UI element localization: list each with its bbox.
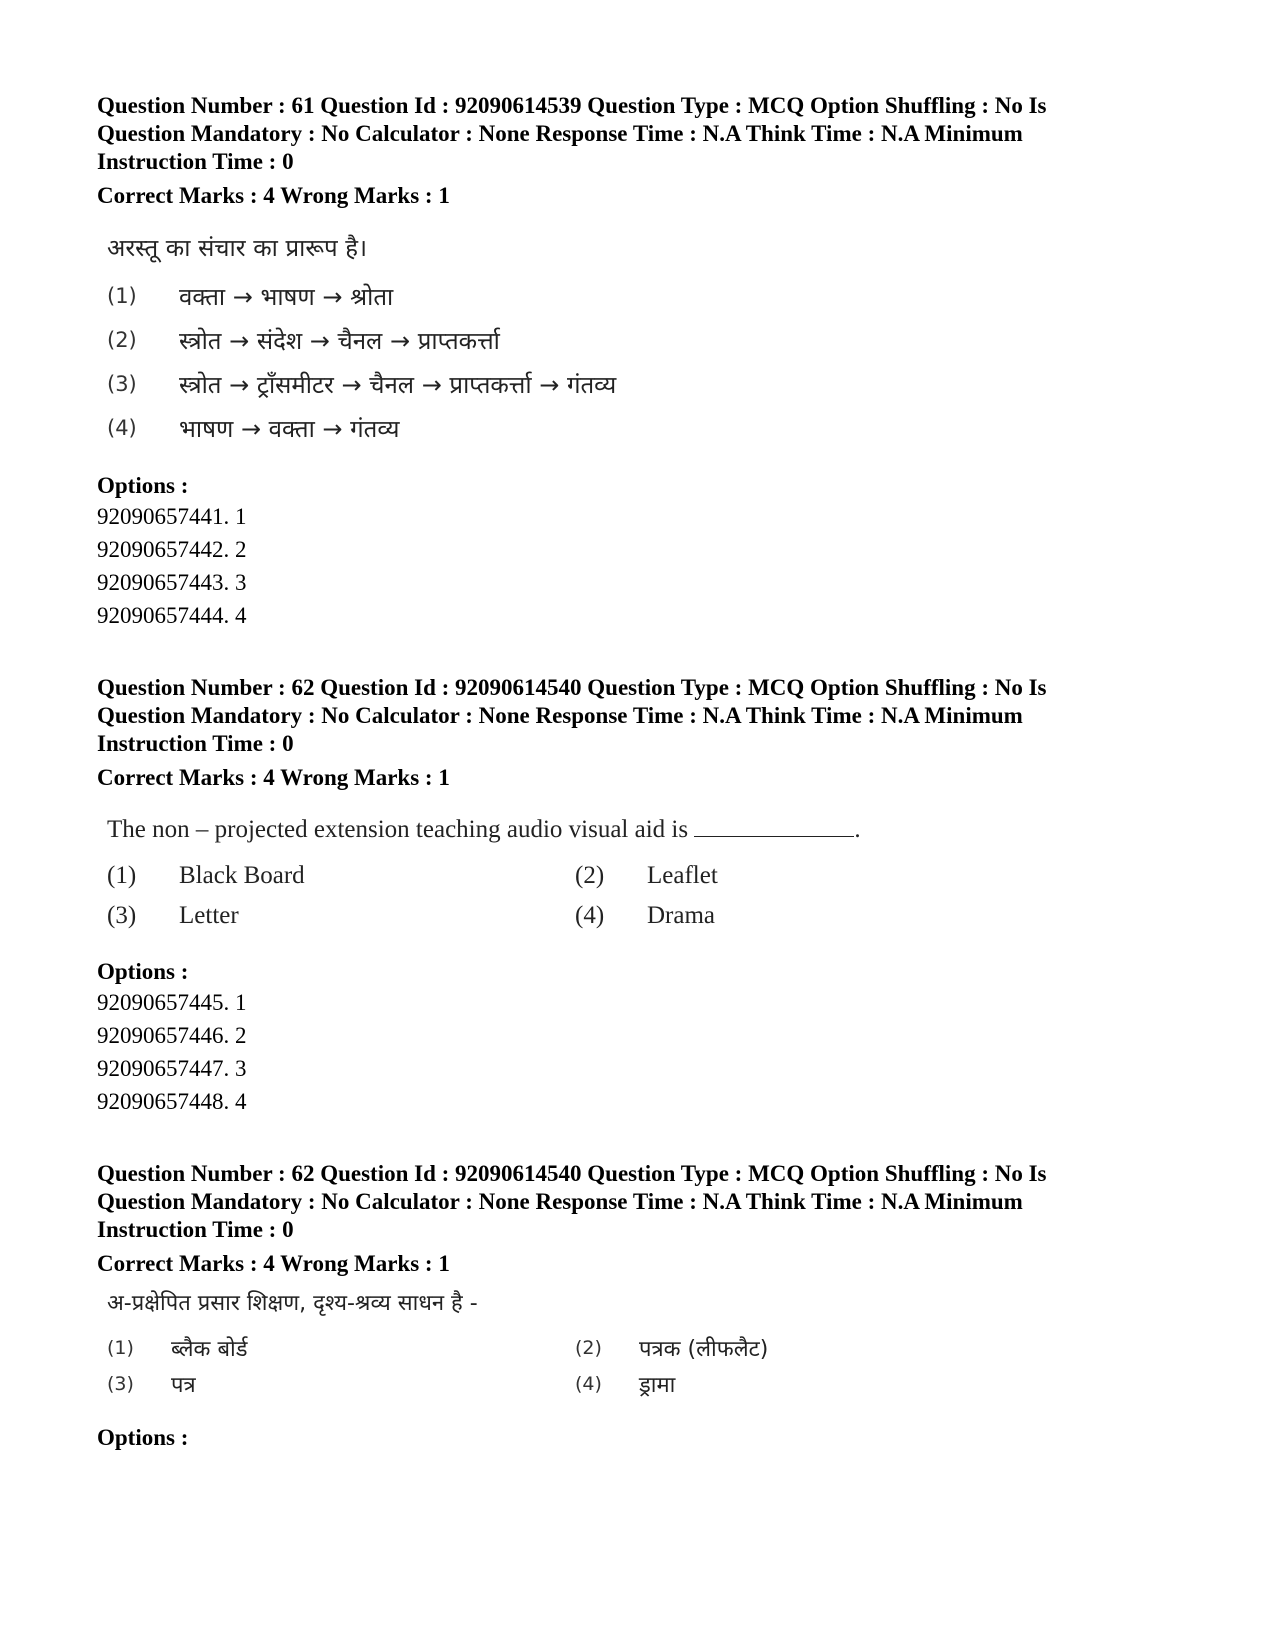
choice-label: Leaflet — [647, 862, 718, 889]
option-id: 92090657443. 3 — [97, 570, 247, 595]
choice-label: स्त्रोत → ट्राँसमीटर → चैनल → प्राप्तकर्त्ता → गंतव्य — [179, 370, 617, 399]
question-text-end: . — [854, 816, 861, 843]
choice-label: Black Board — [179, 862, 305, 889]
options-heading: Options : — [97, 959, 189, 984]
choice-number: (3) — [107, 902, 137, 929]
choice-number: (4) — [107, 416, 137, 440]
choice-label: पत्र — [171, 1373, 196, 1398]
question-meta-line: Instruction Time : 0 — [97, 731, 294, 756]
choice-item — [107, 896, 575, 936]
option-id: 92090657441. 1 — [97, 504, 247, 529]
choice-number: (2) — [107, 328, 137, 352]
question-meta-line: Question Mandatory : No Calculator : None Response Time : N.A Think Time : N.A Minimum — [97, 1189, 1023, 1214]
choice-grid — [107, 1330, 1187, 1402]
option-id: 92090657447. 3 — [97, 1056, 247, 1081]
question-text: अरस्तू का संचार का प्रारूप है। — [107, 234, 368, 262]
choice-number: (1) — [107, 284, 137, 308]
choice-label: Drama — [647, 902, 716, 929]
question-meta-line: Question Number : 62 Question Id : 92090614540 Question Type : MCQ Option Shuffling : No Is — [97, 1161, 1047, 1186]
options-heading: Options : — [97, 473, 189, 498]
choice-list — [107, 274, 1187, 450]
question-meta-line: Question Mandatory : No Calculator : None Response Time : N.A Think Time : N.A Minimum — [97, 121, 1023, 146]
choice-item — [107, 1330, 575, 1366]
choice-grid — [107, 856, 1187, 936]
question-marks: Correct Marks : 4 Wrong Marks : 1 — [97, 765, 450, 790]
option-id: 92090657448. 4 — [97, 1089, 247, 1114]
choice-number: (1) — [107, 1337, 134, 1359]
choice-label: स्त्रोत → संदेश → चैनल → प्राप्तकर्त्ता — [179, 326, 500, 355]
choice-item — [107, 318, 1187, 362]
question-text — [107, 814, 1187, 846]
question-meta-line: Question Mandatory : No Calculator : None Response Time : N.A Think Time : N.A Minimum — [97, 703, 1023, 728]
choice-number: (2) — [575, 1337, 602, 1359]
choice-label: भाषण → वक्ता → गंतव्य — [179, 414, 400, 443]
choice-number: (1) — [107, 862, 137, 889]
choice-number: (4) — [575, 1373, 602, 1395]
choice-label: ब्लैक बोर्ड — [171, 1337, 248, 1362]
question-marks: Correct Marks : 4 Wrong Marks : 1 — [97, 183, 450, 208]
choice-item — [575, 896, 1035, 936]
question-62-english — [97, 674, 1187, 1118]
choice-number: (3) — [107, 372, 137, 396]
option-id: 92090657445. 1 — [97, 990, 247, 1015]
question-paper-page — [97, 92, 1187, 1452]
question-text: अ-प्रक्षेपित प्रसार शिक्षण, दृश्य-श्रव्य साधन है - — [107, 1291, 478, 1316]
choice-item — [575, 856, 1035, 896]
fill-in-blank — [694, 816, 854, 837]
choice-item — [107, 362, 1187, 406]
question-61 — [97, 92, 1187, 632]
choice-item — [107, 274, 1187, 318]
option-id: 92090657446. 2 — [97, 1023, 247, 1048]
option-id: 92090657442. 2 — [97, 537, 247, 562]
question-text-main: The non – projected extension teaching audio visual aid is — [107, 816, 689, 843]
question-meta-line: Question Number : 61 Question Id : 92090614539 Question Type : MCQ Option Shuffling : No Is — [97, 93, 1047, 118]
choice-label: Letter — [179, 902, 239, 929]
choice-number: (4) — [575, 902, 605, 929]
choice-item — [107, 1366, 575, 1402]
options-heading: Options : — [97, 1425, 189, 1450]
choice-item — [107, 406, 1187, 450]
choice-label: ड्रामा — [639, 1373, 676, 1398]
question-meta-line: Instruction Time : 0 — [97, 149, 294, 174]
question-meta-line: Instruction Time : 0 — [97, 1217, 294, 1242]
choice-item — [575, 1366, 1035, 1402]
option-id: 92090657444. 4 — [97, 603, 247, 628]
choice-item — [107, 856, 575, 896]
choice-number: (3) — [107, 1373, 134, 1395]
question-marks: Correct Marks : 4 Wrong Marks : 1 — [97, 1251, 450, 1276]
choice-label: पत्रक (लीफलैट) — [639, 1337, 769, 1362]
question-meta-line: Question Number : 62 Question Id : 92090614540 Question Type : MCQ Option Shuffling : No Is — [97, 675, 1047, 700]
choice-number: (2) — [575, 862, 605, 889]
choice-label: वक्ता → भाषण → श्रोता — [179, 282, 394, 311]
choice-item — [575, 1330, 1035, 1366]
question-62-hindi — [97, 1160, 1187, 1452]
